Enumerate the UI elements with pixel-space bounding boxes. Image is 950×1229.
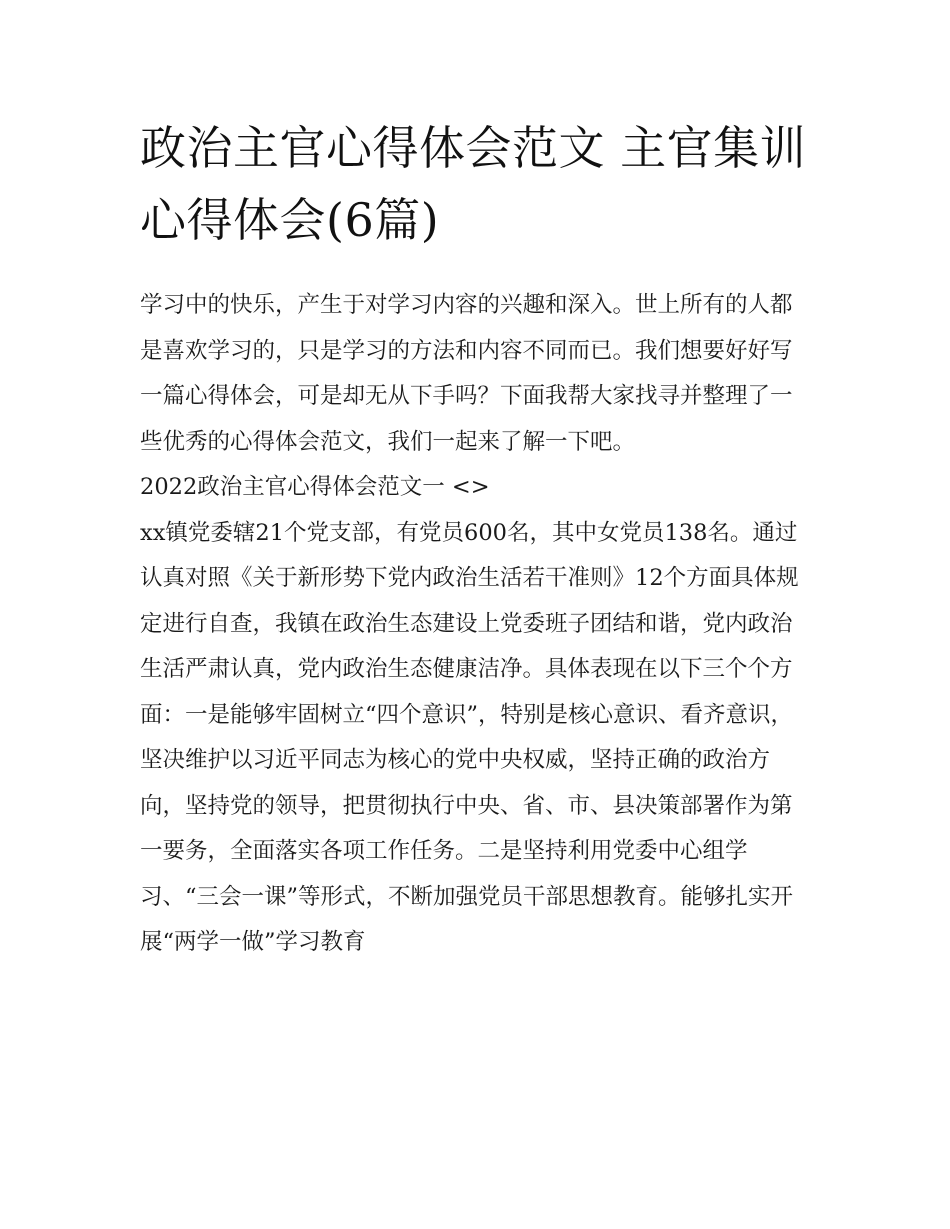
- section-heading: 2022政治主官心得体会范文一 <>: [140, 474, 490, 500]
- section-body-paragraph: xx镇党委辖21个党支部，有党员600名，其中女党员138名。通过认真对照《关于新形势下党内政治生活若干准则》12个方面具体规定进行自查，我镇在政治生态建设上党委班子团结和谐，党内政治生活严肃认真，党内政治生态健康洁净。具体表现在以下三个个方面：一是能够牢固树立“四个意识”，特别是核心意识、看齐意识，坚决维护以习近平同志为核心的党中央权威，坚持正确的政治方向，坚持党的领导，把贯彻执行中央、省、市、县决策部署作为第一要务，全面落实各项工作任务。二是坚持利用党委中心组学习、“三会一课”等形式，不断加强党员干部思想教育。能够扎实开展“两学一做”学习教育: [140, 519, 799, 955]
- document-page: [140, 112, 812, 966]
- document-title: 政治主官心得体会范文 主官集训心得体会(6篇): [140, 121, 807, 247]
- intro-paragraph: 学习中的快乐，产生于对学习内容的兴趣和深入。世上所有的人都是喜欢学习的，只是学习的方法和内容不同而已。我们想要好好写一篇心得体会，可是却无从下手吗？下面我帮大家找寻并整理了一些优秀的心得体会范文，我们一起来了解一下吧。: [140, 292, 793, 455]
